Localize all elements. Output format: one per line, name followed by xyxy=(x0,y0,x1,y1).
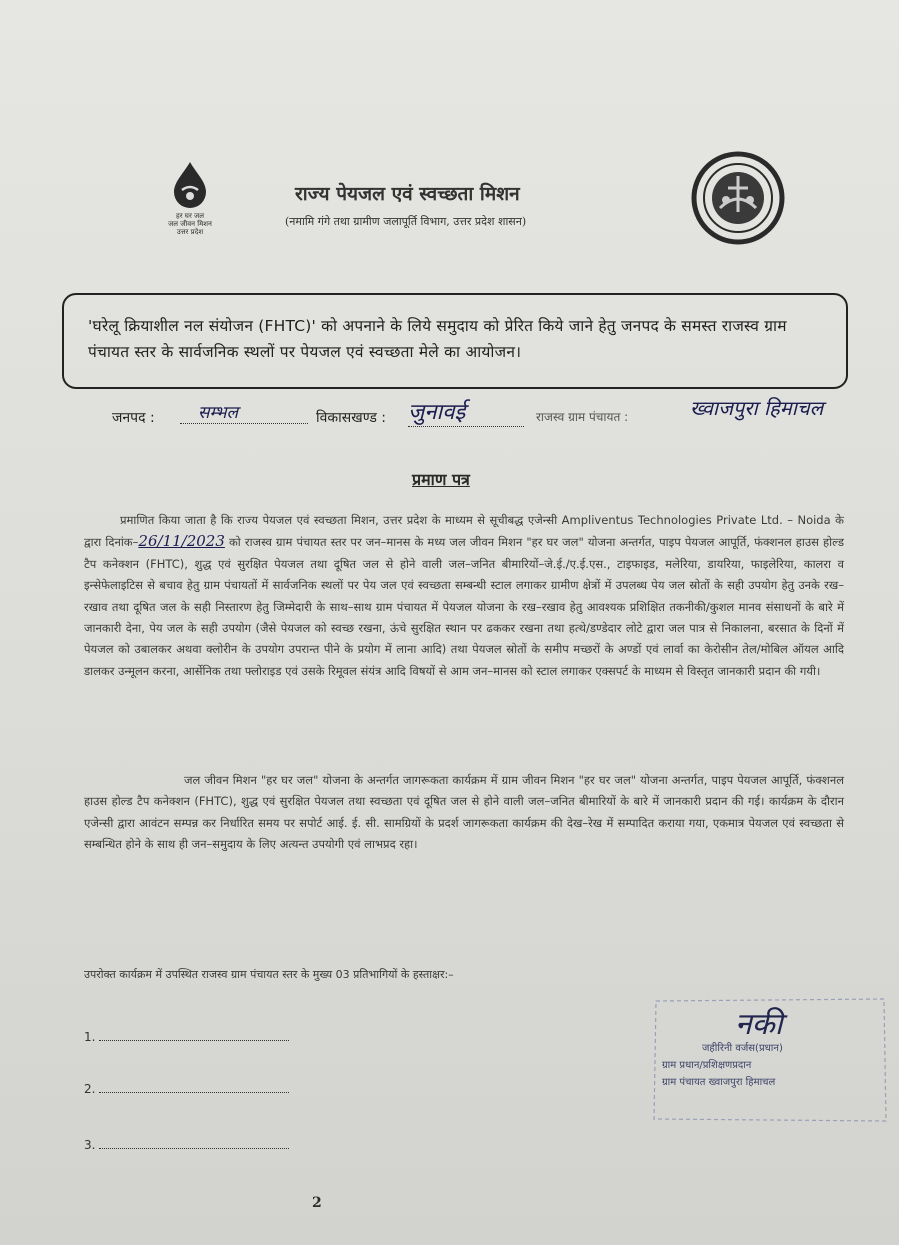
district-value: सम्भल xyxy=(180,400,308,424)
panchayat-label: राजस्व ग्राम पंचायत : xyxy=(536,410,629,424)
water-drop-icon xyxy=(171,160,209,208)
event-date: 26/11/2023 xyxy=(138,532,225,551)
stamp-text xyxy=(662,1040,882,1091)
har-ghar-jal-logo xyxy=(150,160,230,236)
logo-line-2: जल जीवन मिशन xyxy=(168,220,212,228)
certificate-title: प्रमाण पत्र xyxy=(412,470,470,489)
block-value: जुनावई xyxy=(408,396,524,427)
district-field xyxy=(180,400,308,424)
stamp-line-2: ग्राम प्रधान/प्रशिक्षणप्रदान xyxy=(662,1060,752,1071)
panchayat-field xyxy=(690,394,890,421)
certificate-paragraph-2 xyxy=(84,770,844,856)
para1-part-b: को राजस्व ग्राम पंचायत स्तर पर जन–मानस के मध्य जल जीवन मिशन "हर घर जल" योजना अन्तर्गत, पाइप पेयजल आपूर्ति, फंक्शनल हाउस होल्ड टैप कनेक्शन (FHTC), शुद्ध एवं सुरक्षित पेयजल तथा दूषित जल से होने वाली जल–जनित बीमारियों–जे.ई./ए.ई.एस., टाइफाइड, मलेरिया, डायरिया, फाइलेरिया, कालरा व इन्सेफेलाइटिस से बचाव हेतु ग्राम पंचायतों में सार्वजनिक स्थलों पर पेय जल एवं स्वच्छता सम्बन्धी स्टाल लगाकर ग्रामीण क्षेत्रों में उपलब्ध पेय जल स्रोतों के सही उपयोग हेतु उनके रख–रखाव तथा दूषित जल के सही निस्तारण हेतु जिम्मेदारी के साथ–साथ ग्राम पंचायत में पेयजल योजना के रख–रखाव हेतु आवश्यक प्रशिक्षित तकनीकी/कुशल मानव संसाधनों के बारे में जानकारी देना, पेय जल के सही उपयोग (जैसे पेयजल को स्वच्छ रखना, ऊंचे सुरक्षित स्थान पर ढककर रखना तथा हत्थे/डण्डेदार लोटे द्वारा जल पात्र से निकालना, बरसात के दिनों में पेयजल को उबालकर अथवा क्लोरीन के उपयोग उपरान्त पीने के प्रयोग में लाना आदि) तथा पेयजल स्रोतों के समीप मच्छरों के अण्डों एवं लार्वा का केरोसीन तेल/मोबिल ऑयल आदि डालकर उन्मूलन करना, आर्सेनिक तथा फ्लोराइड एवं उसके रिमूवल संयंत्र आदि विषयों से आम जन–मानस को स्टाल लगाकर एक्सपर्ट के माध्यम से विस्तृत जानकारी प्रदान की गयी। xyxy=(84,535,844,678)
certificate-paragraph-1 xyxy=(84,510,844,682)
block-field xyxy=(408,396,528,427)
up-government-seal-icon xyxy=(690,150,786,246)
panchayat-value: ख्वाजपुरा हिमाचल xyxy=(690,396,824,420)
signature-number-1: 1. xyxy=(84,1030,96,1044)
signature-line-1 xyxy=(84,1030,289,1044)
district-label: जनपद : xyxy=(112,410,155,426)
stamp-line-3: ग्राम पंचायत ख्वाजपुरा हिमाचल xyxy=(662,1077,776,1088)
page-title: राज्य पेयजल एवं स्वच्छता मिशन xyxy=(295,183,520,205)
page-subtitle: (नमामि गंगे तथा ग्रामीण जलापूर्ति विभाग, उत्तर प्रदेश शासन) xyxy=(285,215,527,228)
handwritten-signature: नकी xyxy=(735,1007,783,1042)
signature-number-3: 3. xyxy=(84,1138,96,1152)
program-banner-text: 'घरेलू क्रियाशील नल संयोजन (FHTC)' को अपनाने के लिये समुदाय को प्रेरित किये जाने हेतु जनपद के समस्त राजस्व ग्राम पंचायत स्तर के सार्वजनिक स्थलों पर पेयजल एवं स्वच्छता मेले का आयोजन। xyxy=(88,317,787,361)
signature-line-3 xyxy=(84,1138,289,1152)
para1-part-a: प्रमाणित किया जाता है कि राज्य पेयजल एवं स्वच्छता मिशन, उत्तर प्रदेश के माध्यम से सूचीबद्ध एजेन्सी Ampliventus Technologies Private Ltd. – Noida के द्वारा दिनांक– xyxy=(84,513,844,550)
page-number: 2 xyxy=(312,1195,322,1211)
block-label: विकासखण्ड : xyxy=(316,410,387,426)
signature-line-2 xyxy=(84,1082,289,1096)
attendance-note: उपरोक्त कार्यक्रम में उपस्थित राजस्व ग्राम पंचायत स्तर के मुख्य 03 प्रतिभागियों के हस्ताक्षर:– xyxy=(84,968,454,981)
logo-line-3: उत्तर प्रदेश xyxy=(176,228,204,236)
signature-number-2: 2. xyxy=(84,1082,96,1096)
para2-text: जल जीवन मिशन "हर घर जल" योजना के अन्तर्गत जागरूकता कार्यक्रम में ग्राम जीवन मिशन "हर घर जल" योजना अन्तर्गत, पाइप पेयजल आपूर्ति, फंक्शनल हाउस होल्ड टैप कनेक्शन (FHTC), शुद्ध एवं सुरक्षित पेयजल तथा स्वच्छता एवं दूषित जल से होने वाली जल–जनित बीमारियों के बारे में जानकारी प्रदान की गई। कार्यक्रम के दौरान एजेन्सी द्वारा आवंटन सम्पन्न कर निर्धारित समय पर सपोर्ट आई. ई. सी. सामग्रियों के प्रदर्श जागरूकता कार्यक्रम की देख–रेख में सम्पादित कराया गया, एकमात्र पेयजल एवं स्वच्छता से सम्बन्धित होने के साथ ही जन–समुदाय के लिए अत्यन्त उपयोगी एवं लाभप्रद रहा। xyxy=(84,773,844,852)
stamp-line-1: जहीरिनी वर्जस(प्रधान) xyxy=(702,1043,783,1054)
logo-line-1: हर घर जल xyxy=(176,212,204,220)
